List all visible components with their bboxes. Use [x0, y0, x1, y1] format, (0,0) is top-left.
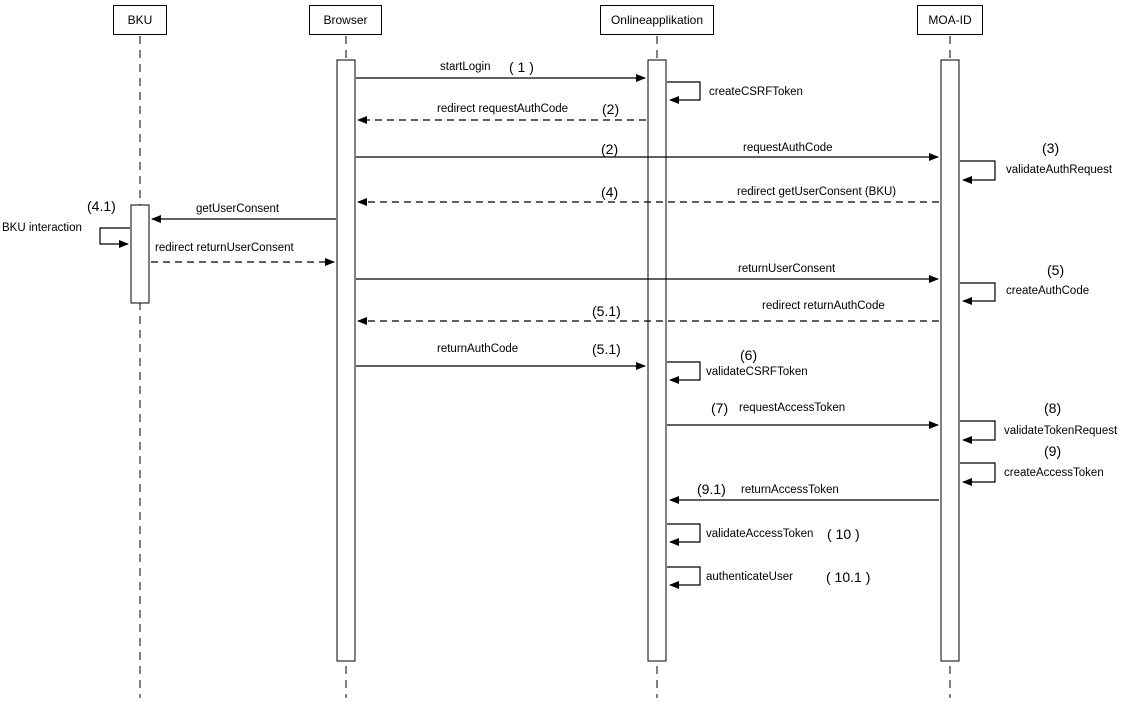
message-label-returnuserconsent: returnUserConsent [738, 263, 836, 275]
message-label-validateauthrequest: validateAuthRequest [1006, 164, 1113, 176]
message-number-2a: (2) [602, 101, 620, 117]
lifeline-head-moa-id[interactable] [917, 5, 983, 35]
message-label-validatetokenrequest: validateTokenRequest [1004, 425, 1118, 437]
message-label-bku-interaction: BKU interaction [2, 222, 82, 234]
message-label-createauthcode: createAuthCode [1006, 285, 1090, 297]
message-number-3: (3) [1042, 140, 1060, 156]
lifeline-label: MOA-ID [928, 12, 972, 27]
message-number-4: (4) [601, 184, 619, 200]
message-label-redirect-returnauthcode: redirect returnAuthCode [762, 300, 885, 312]
message-label-getuserconsent: getUserConsent [196, 203, 280, 215]
message-label-createaccesstoken: createAccessToken [1004, 467, 1104, 479]
message-number-8: (8) [1044, 400, 1062, 416]
message-label-redirect-getuserconsent: redirect getUserConsent (BKU) [737, 186, 897, 198]
message-label-startlogin: startLogin [440, 61, 491, 73]
message-label-returnauthcode: returnAuthCode [437, 343, 519, 355]
message-label-validateaccesstoken: validateAccessToken [706, 528, 814, 540]
message-number-9-1: (9.1) [697, 481, 726, 497]
message-number-5-1a: (5.1) [592, 303, 621, 319]
lifeline-head-bku[interactable] [113, 5, 167, 35]
message-number-6: (6) [740, 347, 758, 363]
message-number-10-1: ( 10.1 ) [826, 569, 871, 585]
message-number-7: (7) [711, 400, 729, 416]
message-number-5-1b: (5.1) [592, 341, 621, 357]
message-number-5: (5) [1047, 262, 1065, 278]
lifeline-label: Browser [323, 12, 368, 27]
lifeline-label: Onlineapplikation [610, 12, 704, 27]
lifeline-head-browser[interactable] [309, 5, 382, 35]
message-number-9: (9) [1044, 443, 1062, 459]
message-number-10: ( 10 ) [827, 526, 860, 542]
lifeline-label: BKU [127, 12, 153, 27]
message-label-returnaccesstoken: returnAccessToken [741, 484, 839, 496]
message-label-validatecsrftoken: validateCSRFToken [706, 366, 808, 378]
message-label-createcsrftoken: createCSRFToken [709, 86, 803, 98]
message-number-4-1: (4.1) [87, 198, 116, 214]
message-label-requestaccesstoken: requestAccessToken [739, 402, 846, 414]
message-label-authenticateuser: authenticateUser [706, 571, 793, 583]
message-label-redirect-returnuserconsent: redirect returnUserConsent [155, 242, 294, 254]
message-number-1: ( 1 ) [509, 59, 534, 75]
message-number-2b: (2) [601, 141, 619, 157]
message-label-requestauthcode: requestAuthCode [743, 142, 833, 154]
message-label-redirect-requestauthcode: redirect requestAuthCode [437, 103, 569, 115]
lifeline-head-onlineapplikation[interactable] [600, 5, 714, 35]
